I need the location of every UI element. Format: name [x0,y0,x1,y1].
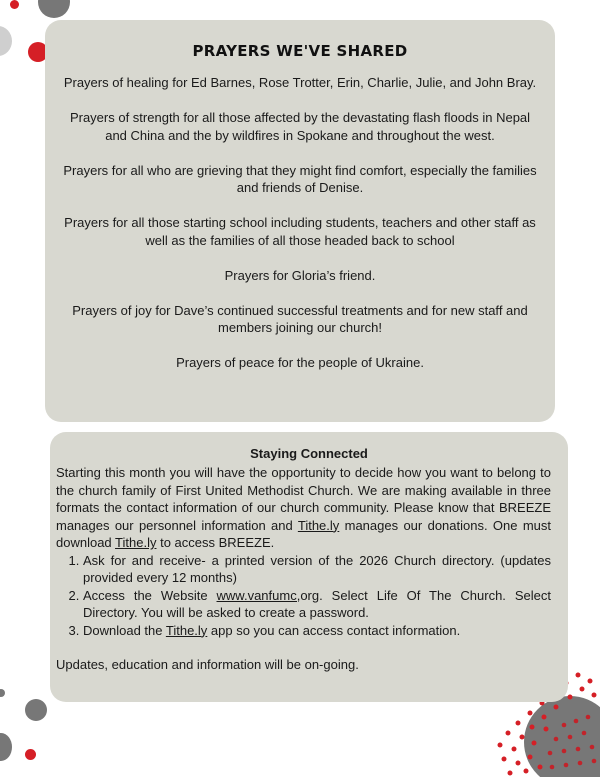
directory-options-list [56,552,551,640]
decor-circle-grey-top [38,0,70,18]
prayer-item: Prayers for all who are grieving that they might find comfort, especially the families and friends of Denise. [63,162,537,195]
intro-text: manages our donations. One must download [56,517,552,550]
prayer-item: Prayers of peace for the people of Ukraine. [176,355,424,370]
list-item [83,587,551,622]
tithely-link[interactable]: Tithe.ly [115,535,157,550]
list-item [83,622,551,640]
prayers-card [45,20,555,422]
prayers-title: PRAYERS WE'VE SHARED [192,42,408,60]
decor-dot-red-bottom-left [25,749,36,760]
staying-connected-title: Staying Connected [250,446,368,461]
intro-text: Starting this month you will have the opportunity to decide how you want to belong to the church family of First United Methodist Church. We are making available in three formats the contact information of our church community. Please know that BREEZE manages our personnel information and [56,465,551,533]
list-item-text: Download the [83,622,166,638]
staying-connected-footer: Updates, education and information will be on-going. [56,657,359,672]
prayer-item: Prayers for Gloria’s friend. [224,267,376,283]
list-item-text: app so you can access contact information. [207,622,461,638]
decor-circle-light-left [0,26,12,56]
list-item [83,552,551,587]
staying-connected-card [50,432,568,702]
list-item-text: org. Select Life Of The Church. Select Directory. You will be asked to create a password. [83,587,551,620]
prayer-item: Prayers of joy for Dave’s continued successful treatments and for new staff and members joining our church! [72,302,528,335]
tithely-link[interactable]: Tithe.ly [165,622,208,638]
decor-circle-grey-bottom-left [25,699,47,721]
list-item-text: Access the Website [83,587,217,603]
list-item-text: Ask for and receive- a printed version of the 2026 Church directory. (updates provided every 12 months) [83,552,551,585]
prayer-item: Prayers of strength for all those affected by the devastating flash floods in Nepal and China and the by wildfires in Spokane and throughout the west. [69,110,531,143]
website-link[interactable]: www.vanfumc, [216,587,301,603]
decor-dot-grey-small-left [0,689,5,697]
staying-connected-intro [56,464,551,552]
staying-connected-body [50,464,568,674]
decor-dot-red-top [10,0,19,9]
intro-text: to access BREEZE. [156,535,275,550]
prayer-list [45,74,555,372]
decor-circle-grey-edge-left [0,733,12,761]
prayer-item: Prayers of healing for Ed Barnes, Rose Trotter, Erin, Charlie, Julie, and John Bray. [63,75,537,90]
tithely-link[interactable]: Tithe.ly [297,517,340,533]
prayer-item: Prayers for all those starting school including students, teachers and other staff as well as the families of all those headed back to school [64,215,536,248]
